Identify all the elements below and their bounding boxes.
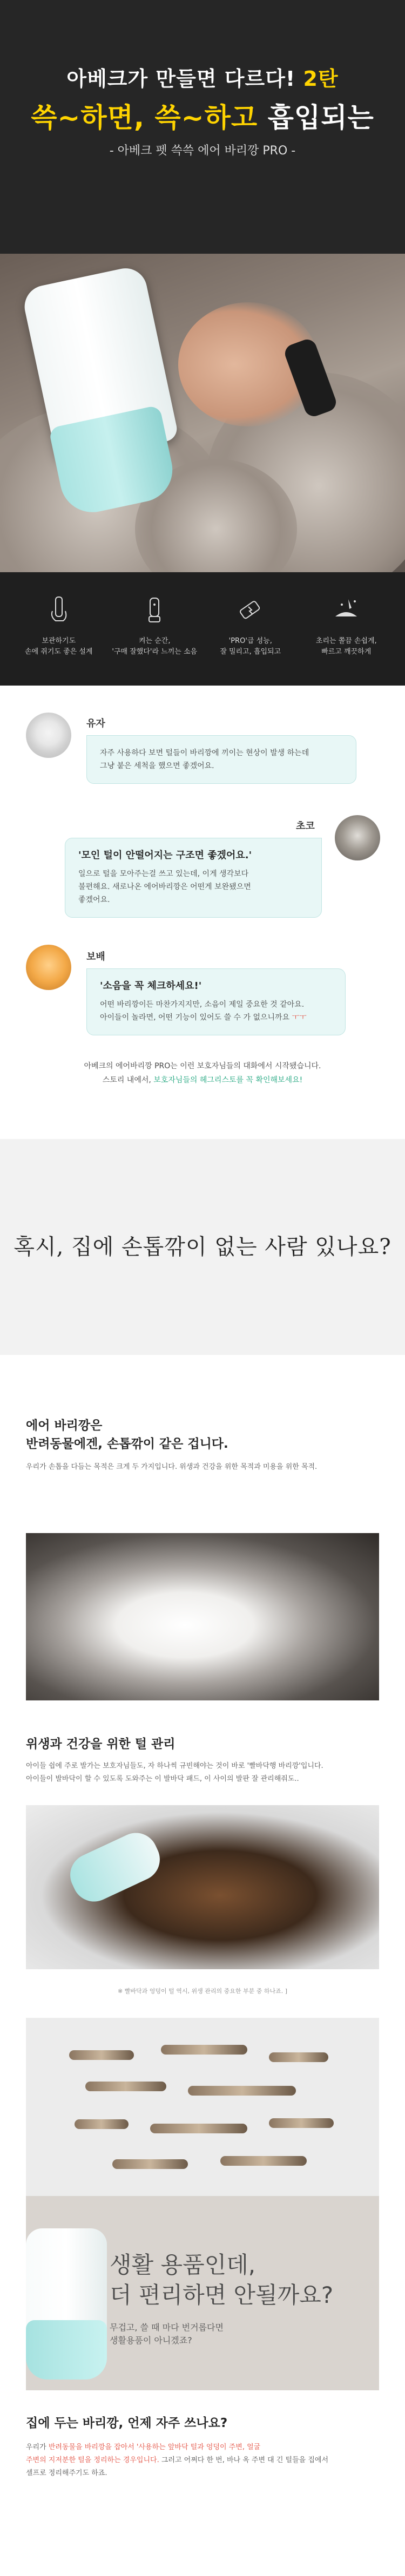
review-bubble: [65, 838, 322, 918]
review-title: '모인 털이 안떨어지는 구조면 좋겠어요.': [78, 850, 252, 861]
hero-headline-accent: 쓱~하면, 쓱~하고: [31, 102, 258, 133]
feature-item: [13, 594, 105, 686]
review-body-emote: ㅜㅜ: [292, 1013, 307, 1022]
hero-tagline-text: 아베크가 만들면 다르다!: [66, 67, 296, 91]
reviewer-name: 초코: [296, 821, 315, 832]
reviewer-name: 보배: [86, 951, 105, 962]
reviews-footer-line1: 아베크의 에어바리깡 PRO는 이런 보호자님들의 대화에서 시작됐습니다.: [84, 1062, 321, 1070]
review-body: [100, 998, 332, 1024]
feature-strip: [0, 572, 405, 686]
fur-photo: [26, 1533, 379, 1700]
question-title: 혹시, 집에 손톱깎이 없는 사람 있나요?: [14, 1235, 392, 1259]
banner-clipper-head: [26, 2320, 107, 2380]
feature-label: 'PRO'급 성능, 잘 밀리고, 흡입되고: [220, 637, 281, 656]
fur-tufts-photo: [26, 2018, 379, 2196]
reviewer-name: 유자: [86, 718, 105, 729]
section-heading: 위생과 건강을 위한 털 관리: [26, 1737, 176, 1751]
dog-grooming-photo: [26, 1805, 379, 1969]
photo-caption: ※ 빨바닥과 엉덩이 털 역시, 위생 관리의 중요한 부분 중 하나죠. ]: [118, 1988, 287, 1995]
hero-tagline: [0, 62, 405, 92]
content-section: [0, 1355, 405, 2576]
feature-label: 보관하기도 손에 쥐기도 좋은 설계: [25, 637, 93, 656]
section-text: 우리가 손톱을 다듬는 목적은 크게 두 가지입니다. 위생과 건강을 위한 목적과 미용을 위한 목적.: [26, 1463, 318, 1471]
avatar: [26, 945, 71, 990]
review-bubble: [86, 735, 356, 784]
product-photo: [0, 254, 405, 572]
review-body: 일으로 털을 모아주는걸 쓰고 있는데, 이게 생각보다 불편해요. 새로나온 에어바리깡은 어떤게 보완됐으면 좋겠어요.: [78, 870, 251, 904]
clipper-hand-icon: [43, 594, 75, 626]
question-section: [0, 1139, 405, 1355]
banner-subtitle: 무겁고, 쓸 때 마다 번거롭다면 생활용품이 아니겠죠?: [110, 2322, 224, 2345]
section-heading: 집에 두는 바리깡, 언제 자주 쓰나요?: [26, 2416, 228, 2430]
feature-item: [109, 594, 200, 686]
section-text-part: 그러고 어쩌다 한 번, 바나 옥 주변 대 긴 털들을 집에서 셀프로 정리해주기도 하죠.: [26, 2456, 329, 2477]
section-text: [26, 2441, 382, 2480]
reviews-section: [0, 686, 405, 1139]
review-body-text: 어떤 바리깡이든 마찬가지지만, 소음이 제일 중요한 것 같아요. 아이들이 놀라면, 어떤 기능이 있어도 쓸 수 가 없으니까요: [100, 1000, 305, 1022]
section-text-highlight: 반려동물을 바리깡을 잡아서 '사용하는 앞바닥 털과 엉덩이 주변, 얼굴: [48, 2443, 261, 2451]
hero-banner: [0, 0, 405, 254]
reviews-footer-text: 스토리 내에서,: [102, 1076, 154, 1084]
convenience-banner: [26, 2196, 379, 2390]
reviews-footer: [0, 1059, 405, 1087]
section-heading: 에어 바리깡은 반려동물에겐, 손톱깎이 같은 겁니다.: [26, 1419, 228, 1451]
feature-label: 초리는 쫄끔 손쉽게, 빠르고 깨끗하게: [315, 637, 377, 656]
hero-headline-rest: 흡입되는: [267, 102, 374, 133]
clipper-icon: [138, 594, 171, 626]
hero-tagline-badge: 2탄: [303, 67, 339, 91]
review-body: 자주 사용하다 보면 털들이 바리깡에 끼이는 현상이 발생 하는데 그냥 붙은 세척을 했으면 좋겠어요.: [100, 749, 309, 770]
feature-item: [205, 594, 296, 686]
avatar: [26, 713, 71, 758]
avatar: [335, 815, 380, 860]
review-bubble: [86, 968, 346, 1035]
reviews-footer-line2: [0, 1073, 405, 1087]
hero-headline: [0, 96, 405, 135]
pet-icon: [330, 594, 362, 626]
feature-item: [300, 594, 392, 686]
section-text: 아이들 쉽에 주로 발가는 보호자님들도, 자 하나씩 규빈해야는 것이 바로 '빨바닥행 바리깡'입니다. 아이들이 발바닥이 할 수 있도록 도와주는 이 발바닥 패드, 이 사이의 발판 잘 관리해줘도..: [26, 1762, 323, 1783]
banner-title: 생활 용품인데, 더 편리하면 안될까요?: [110, 2252, 334, 2308]
reviews-footer-link[interactable]: 보호자님들의 헤그리스토를 꼭 확인해보세요!: [153, 1076, 303, 1084]
section-text-part: 우리가: [26, 2443, 49, 2451]
feature-label: 켜는 순간, '구매 잘했다'라 느끼는 소음: [112, 637, 198, 656]
product-name: - 아베크 펫 쓱쓱 에어 바리깡 PRO -: [109, 144, 296, 158]
review-title: '소음을 꼭 체크하세요!': [100, 980, 202, 992]
section-text-highlight: 주변의 지저분한 털을 정리하는 경우입니다.: [26, 2456, 159, 2464]
battery-icon: [234, 594, 267, 626]
